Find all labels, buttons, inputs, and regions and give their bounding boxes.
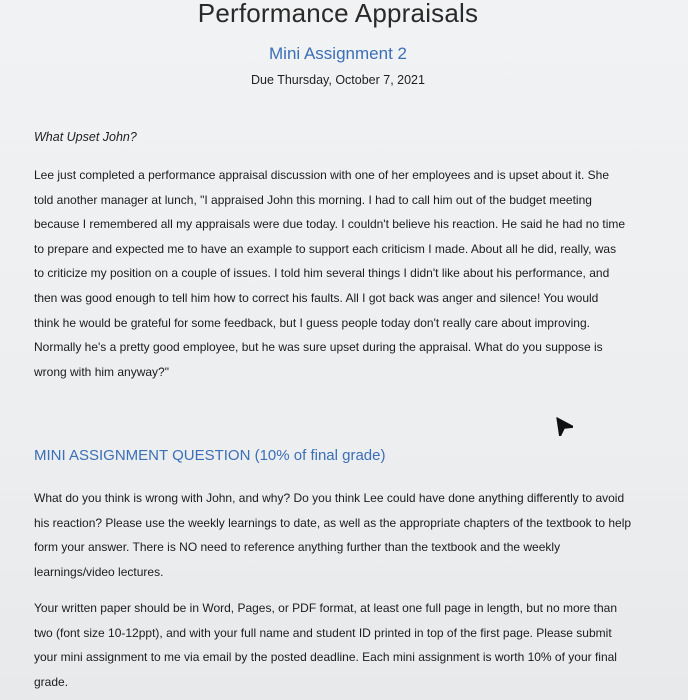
- question-paragraph: [34, 486, 654, 584]
- instructions-line: two (font size 10-12ppt), and with your full name and student ID printed in top of the first page. Please submit: [34, 625, 612, 640]
- instructions-paragraph: [34, 596, 654, 694]
- case-line: to criticize my position on a couple of issues. I told him several things I didn't like about his performance, and: [34, 266, 610, 281]
- section-heading: MINI ASSIGNMENT QUESTION (10% of final grade): [34, 447, 386, 464]
- case-line: then was good enough to tell him how to correct his faults. All I got back was anger and silence! You would: [34, 290, 599, 305]
- arrow-cursor-icon: [551, 414, 573, 436]
- case-paragraph: [34, 163, 654, 384]
- due-date: Due Thursday, October 7, 2021: [251, 73, 425, 87]
- case-line: to prepare and expected me to have an example to support each criticism I made. About all he did, really, was: [34, 241, 617, 256]
- question-line: learnings/video lectures.: [34, 564, 164, 579]
- case-line: wrong with him anyway?": [34, 364, 169, 379]
- document-title: Performance Appraisals: [197, 0, 479, 28]
- case-line: told another manager at lunch, "I appraised John this morning. I had to call him out of the budget meeting: [34, 192, 592, 207]
- document-subtitle: Mini Assignment 2: [269, 44, 407, 63]
- case-line: Lee just completed a performance appraisal discussion with one of her employees and is upset about it. She: [34, 168, 610, 182]
- instructions-line: grade.: [34, 674, 69, 689]
- case-line: Normally he's a pretty good employee, but he was sure upset during the appraisal. What do you suppose is: [34, 340, 603, 355]
- instructions-line: Your written paper should be in Word, Pages, or PDF format, at least one full page in length, but no more than: [34, 601, 618, 615]
- case-heading: What Upset John?: [34, 130, 137, 144]
- case-line: because I remembered all my appraisals were due today. I couldn't believe his reaction. He said he had no time: [34, 217, 626, 232]
- question-line: What do you think is wrong with John, and why? Do you think Lee could have done anything differently to avoid: [34, 491, 625, 505]
- case-line: think he would be grateful for some feedback, but I guess people today don't really care about improving.: [34, 315, 590, 330]
- instructions-line: your mini assignment to me via email by the posted deadline. Each mini assignment is worth 10% of your final: [34, 650, 617, 665]
- question-line: his reaction? Please use the weekly learnings to date, as well as the appropriate chapters of the textbook to help: [34, 515, 632, 530]
- question-line: form your answer. There is NO need to reference anything further than the textbook and the weekly: [34, 540, 561, 555]
